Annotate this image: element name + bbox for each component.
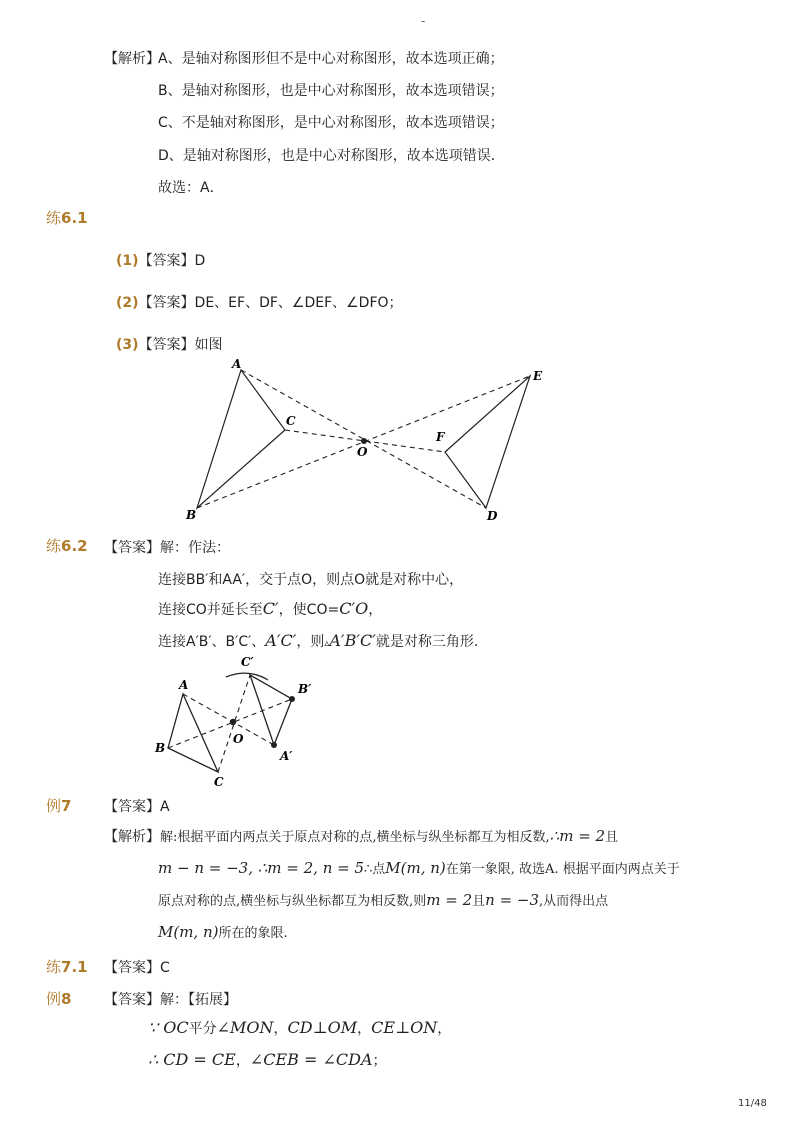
lian61-item-1: [116, 250, 205, 270]
text: 就是对称三角形．: [375, 634, 488, 650]
dashed-a-d: [241, 370, 486, 508]
lian71-prefix: 练: [46, 958, 62, 976]
text: 在第一象限, 故选A. 根据平面内两点关于: [445, 862, 680, 877]
answer-intro: 解：作法：: [160, 540, 230, 556]
math: CD⊥OM: [287, 1018, 358, 1037]
fig1-label-a: A: [232, 357, 242, 371]
triangle-apbpcp: [250, 675, 292, 745]
lian71-heading: [46, 956, 88, 977]
text: 连接CO并延长至: [158, 602, 263, 618]
text: ,从而得出点: [539, 894, 609, 909]
math: ∵ OC: [148, 1018, 189, 1037]
triangle-edf: [445, 376, 530, 508]
fig1-label-c: C: [286, 414, 296, 428]
text: ，: [368, 602, 383, 618]
text: ；: [372, 1053, 387, 1069]
math: ∴m = 2: [549, 827, 606, 845]
lian61-item-2: [116, 292, 403, 312]
math: , ∴m = 2, n = 5: [248, 859, 365, 877]
text: 所在的象限.: [218, 926, 288, 941]
fig1-label-d: D: [487, 509, 498, 523]
dashed-c-f: [285, 430, 445, 452]
header-mark: -: [421, 14, 426, 28]
math: m − n = −3: [158, 859, 249, 877]
item-text: D: [194, 253, 206, 269]
item-text: 如图: [194, 337, 223, 353]
li7-line-1: [104, 826, 618, 846]
dashed-c-cp: [218, 675, 250, 772]
math: CE⊥ON: [371, 1018, 438, 1037]
fig2-label-ap: A′: [280, 749, 293, 763]
math: ∠CEB = ∠CDA: [249, 1050, 373, 1069]
text: 原点对称的点,横坐标与纵坐标都互为相反数,则: [158, 894, 427, 909]
dashed-b-e: [197, 376, 530, 508]
li7-prefix: 例: [46, 797, 62, 815]
li7-answer: [104, 796, 170, 816]
li8-answer: [104, 989, 237, 1009]
fig1-label-o: O: [357, 445, 368, 459]
answer-label: 【答案】: [104, 540, 160, 556]
lian62-line-1: 连接BB′和AA′，交于点O，则点O就是对称中心，: [158, 572, 464, 588]
fig2-label-bp: B′: [298, 682, 312, 696]
text: 且: [605, 830, 619, 845]
text: 且: [472, 894, 486, 909]
lian62-answer: [104, 537, 230, 557]
triangle-abc: [168, 694, 218, 772]
math: M(m, n): [158, 923, 219, 941]
text: 解:根据平面内两点关于原点对称的点,横坐标与纵坐标都互为相反数,: [160, 830, 550, 845]
math: ∴ CD = CE: [148, 1050, 236, 1069]
fig1-label-f: F: [436, 430, 445, 444]
jiexi-line-1: A、是轴对称图形但不是中心对称图形，故本选项正确；: [158, 51, 504, 67]
item-label: 【答案】: [138, 295, 195, 311]
text: ，: [273, 1021, 288, 1037]
triangle-symbol: ▵: [324, 638, 330, 649]
lian71-num: 7.1: [61, 958, 88, 976]
math-triangle-abc-prime: A′B′C′: [329, 631, 376, 650]
li8-line-2: [148, 1050, 387, 1070]
li7-line-2: [158, 858, 680, 877]
text: 平分: [188, 1021, 217, 1037]
text: ，: [437, 1021, 452, 1037]
point-bp: [289, 696, 295, 702]
lian62-line-2: [158, 599, 382, 619]
math: ∠MON: [216, 1018, 274, 1037]
lian61-prefix: 练: [46, 209, 62, 227]
center-o: [361, 438, 367, 444]
answer-label: 【答案】: [104, 960, 160, 976]
fig1-label-e: E: [533, 369, 543, 383]
fig2-label-b: B: [155, 741, 166, 755]
text: ∴点: [364, 862, 386, 877]
li8-heading: [46, 988, 71, 1009]
text: ，使CO=: [278, 602, 340, 618]
math: M(m, n): [385, 859, 446, 877]
answer-text: C: [160, 960, 170, 976]
lian61-item-3: [116, 334, 223, 354]
answer-label: 【答案】: [104, 799, 160, 815]
item-label: 【答案】: [138, 253, 195, 269]
jiexi-line-4: D、是轴对称图形，也是中心对称图形，故本选项错误．: [158, 148, 505, 164]
lian61-num: 6.1: [61, 209, 88, 227]
point-o: [230, 719, 236, 725]
answer-intro: 解：【拓展】: [160, 992, 237, 1008]
fig2-label-o: O: [233, 732, 244, 746]
text: ，: [235, 1053, 250, 1069]
item-text: DE、EF、DF、∠DEF、∠DFO；: [194, 295, 403, 311]
li7-line-3: [158, 890, 608, 909]
triangle-abc: [197, 370, 285, 508]
answer-text: A: [160, 799, 170, 815]
math-cprime: C′: [262, 599, 279, 618]
lian62-line-3: [158, 631, 488, 651]
li8-num: 8: [61, 990, 72, 1008]
arc-cprime: [226, 673, 268, 680]
item-index: (1): [116, 253, 139, 269]
fig2-label-cp: C′: [241, 655, 254, 669]
lian61-heading: [46, 207, 88, 228]
jiexi-label: 【解析】: [104, 51, 160, 67]
fig2-label-a: A: [179, 678, 189, 692]
math-aprime-cprime: A′C′: [265, 631, 297, 650]
item-index: (2): [116, 295, 139, 311]
item-index: (3): [116, 337, 139, 353]
dashed-a-ap: [183, 694, 274, 745]
math: m = 2: [426, 891, 473, 909]
text: ，: [357, 1021, 372, 1037]
lian62-heading: [46, 535, 88, 556]
math-cprime-o: C′O: [339, 599, 369, 618]
math: n = −3: [485, 891, 540, 909]
lian71-answer: [104, 957, 170, 977]
text: ，则: [296, 634, 325, 650]
lian62-prefix: 练: [46, 537, 62, 555]
point-ap: [271, 742, 277, 748]
page-number: 11/48: [738, 1098, 767, 1109]
jiexi-line-2: B、是轴对称图形，也是中心对称图形，故本选项错误；: [158, 83, 504, 99]
answer-label: 【答案】: [104, 992, 160, 1008]
dashed-b-bp: [168, 699, 292, 748]
lian62-num: 6.2: [61, 537, 88, 555]
item-label: 【答案】: [138, 337, 195, 353]
jiexi-label: 【解析】: [104, 829, 160, 845]
fig1-label-b: B: [186, 508, 197, 522]
jiexi-line-3: C、不是轴对称图形，是中心对称图形，故本选项错误；: [158, 115, 504, 131]
li7-num: 7: [61, 797, 72, 815]
li8-line-1: [148, 1018, 451, 1038]
text: 连接A′B′、B′C′、: [158, 634, 266, 650]
fig2-label-c: C: [214, 775, 224, 789]
li7-line-4: [158, 922, 288, 941]
li8-prefix: 例: [46, 990, 62, 1008]
li7-heading: [46, 795, 71, 816]
jiexi-line-5: 故选：A．: [158, 180, 224, 196]
